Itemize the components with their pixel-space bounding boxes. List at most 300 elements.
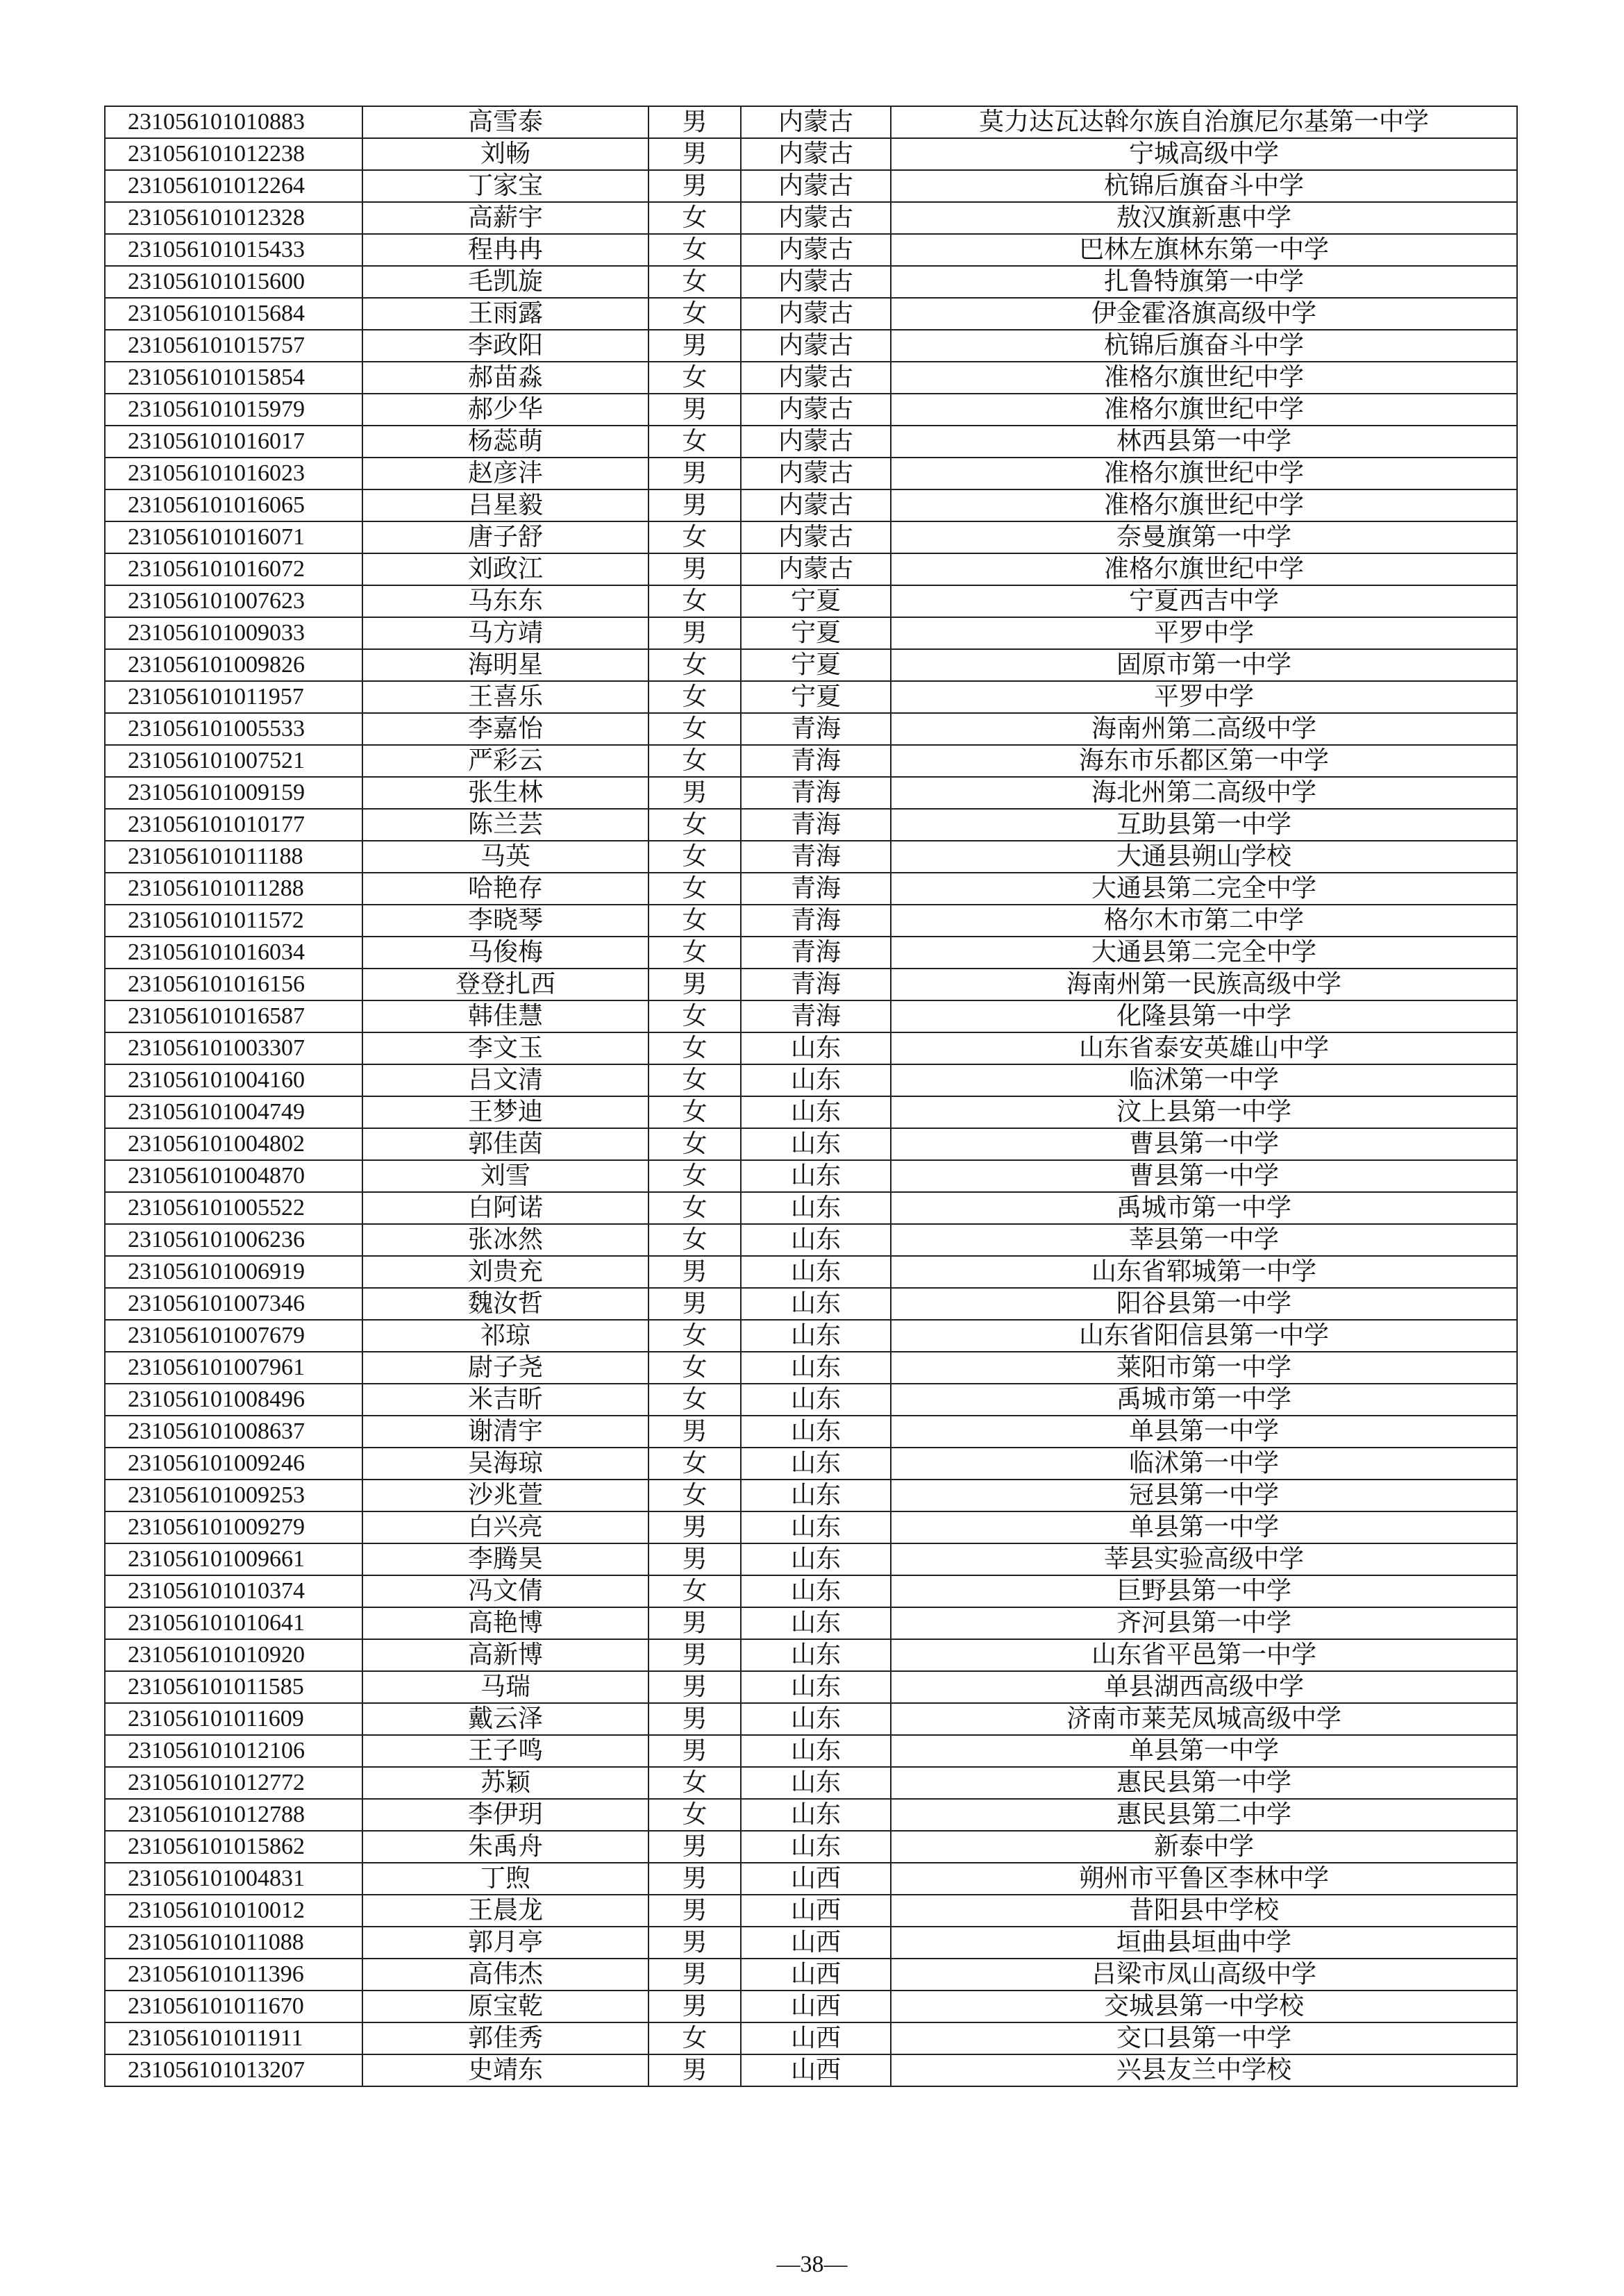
table-row	[105, 1352, 1517, 1384]
page-number: —38—	[776, 2252, 848, 2277]
student-id-cell: 231056101015600	[105, 266, 362, 298]
student-id-cell: 231056101010883	[105, 106, 362, 138]
school-cell: 准格尔旗世纪中学	[891, 394, 1517, 426]
table-row	[105, 1895, 1517, 1927]
school-cell: 兴县友兰中学校	[891, 2054, 1517, 2086]
province-cell: 青海	[741, 777, 891, 809]
province-cell: 青海	[741, 937, 891, 969]
name-cell: 高雪泰	[362, 106, 648, 138]
name-cell: 白阿诺	[362, 1192, 648, 1224]
province-cell: 山东	[741, 1543, 891, 1575]
student-id-cell: 231056101010177	[105, 809, 362, 841]
name-cell: 王梦迪	[362, 1096, 648, 1128]
table-row	[105, 1831, 1517, 1863]
table-row	[105, 937, 1517, 969]
name-cell: 祁琼	[362, 1320, 648, 1352]
table-row	[105, 969, 1517, 1000]
gender-cell: 男	[648, 1959, 741, 1991]
table-row	[105, 713, 1517, 745]
name-cell: 赵彦沣	[362, 458, 648, 489]
name-cell: 魏汝哲	[362, 1288, 648, 1320]
student-id-cell: 231056101011288	[105, 873, 362, 905]
table-row	[105, 106, 1517, 138]
table-row	[105, 489, 1517, 521]
student-id-cell: 231056101004802	[105, 1128, 362, 1160]
table-row	[105, 1671, 1517, 1703]
gender-cell: 男	[648, 1639, 741, 1671]
student-id-cell: 231056101004749	[105, 1096, 362, 1128]
name-cell: 刘雪	[362, 1160, 648, 1192]
name-cell: 陈兰芸	[362, 809, 648, 841]
province-cell: 山东	[741, 1032, 891, 1064]
school-cell: 大通县第二完全中学	[891, 937, 1517, 969]
student-id-cell: 231056101009033	[105, 617, 362, 649]
student-id-cell: 231056101004160	[105, 1064, 362, 1096]
gender-cell: 女	[648, 585, 741, 617]
student-id-cell: 231056101009253	[105, 1480, 362, 1511]
student-id-cell: 231056101004831	[105, 1863, 362, 1895]
gender-cell: 女	[648, 202, 741, 234]
province-cell: 山东	[741, 1703, 891, 1735]
province-cell: 内蒙古	[741, 106, 891, 138]
school-cell: 阳谷县第一中学	[891, 1288, 1517, 1320]
school-cell: 山东省平邑第一中学	[891, 1639, 1517, 1671]
student-id-cell: 231056101016065	[105, 489, 362, 521]
school-cell: 固原市第一中学	[891, 649, 1517, 681]
province-cell: 青海	[741, 745, 891, 777]
gender-cell: 女	[648, 362, 741, 394]
province-cell: 内蒙古	[741, 266, 891, 298]
school-cell: 莫力达瓦达斡尔族自治旗尼尔基第一中学	[891, 106, 1517, 138]
name-cell: 苏颖	[362, 1767, 648, 1799]
student-id-cell: 231056101011609	[105, 1703, 362, 1735]
school-cell: 海南州第一民族高级中学	[891, 969, 1517, 1000]
gender-cell: 男	[648, 1703, 741, 1735]
student-id-cell: 231056101016156	[105, 969, 362, 1000]
school-cell: 奈曼旗第一中学	[891, 521, 1517, 553]
name-cell: 高艳博	[362, 1607, 648, 1639]
school-cell: 准格尔旗世纪中学	[891, 553, 1517, 585]
gender-cell: 男	[648, 106, 741, 138]
province-cell: 山东	[741, 1288, 891, 1320]
school-cell: 化隆县第一中学	[891, 1000, 1517, 1032]
student-id-cell: 231056101008637	[105, 1416, 362, 1448]
table-row	[105, 553, 1517, 585]
table-row	[105, 1128, 1517, 1160]
school-cell: 宁城高级中学	[891, 138, 1517, 170]
province-cell: 宁夏	[741, 649, 891, 681]
province-cell: 山西	[741, 1895, 891, 1927]
province-cell: 山东	[741, 1128, 891, 1160]
student-id-cell: 231056101005522	[105, 1192, 362, 1224]
school-cell: 扎鲁特旗第一中学	[891, 266, 1517, 298]
school-cell: 敖汉旗新惠中学	[891, 202, 1517, 234]
province-cell: 山东	[741, 1416, 891, 1448]
student-id-cell: 231056101007623	[105, 585, 362, 617]
province-cell: 内蒙古	[741, 458, 891, 489]
gender-cell: 女	[648, 1352, 741, 1384]
province-cell: 山东	[741, 1735, 891, 1767]
name-cell: 严彩云	[362, 745, 648, 777]
school-cell: 交口县第一中学	[891, 2022, 1517, 2054]
table-row	[105, 777, 1517, 809]
school-cell: 新泰中学	[891, 1831, 1517, 1863]
student-id-cell: 231056101005533	[105, 713, 362, 745]
gender-cell: 男	[648, 969, 741, 1000]
table-row	[105, 138, 1517, 170]
name-cell: 马俊梅	[362, 937, 648, 969]
name-cell: 李腾昊	[362, 1543, 648, 1575]
table-row	[105, 1703, 1517, 1735]
province-cell: 内蒙古	[741, 553, 891, 585]
gender-cell: 女	[648, 1128, 741, 1160]
name-cell: 刘政江	[362, 553, 648, 585]
school-cell: 单县湖西高级中学	[891, 1671, 1517, 1703]
province-cell: 山东	[741, 1096, 891, 1128]
gender-cell: 女	[648, 1192, 741, 1224]
table-row	[105, 1320, 1517, 1352]
name-cell: 毛凯旋	[362, 266, 648, 298]
school-cell: 杭锦后旗奋斗中学	[891, 170, 1517, 202]
gender-cell: 女	[648, 1767, 741, 1799]
name-cell: 李政阳	[362, 330, 648, 362]
student-id-cell: 231056101012238	[105, 138, 362, 170]
table-row	[105, 873, 1517, 905]
school-cell: 昔阳县中学校	[891, 1895, 1517, 1927]
student-id-cell: 231056101016071	[105, 521, 362, 553]
school-cell: 惠民县第二中学	[891, 1799, 1517, 1831]
gender-cell: 男	[648, 777, 741, 809]
gender-cell: 女	[648, 1096, 741, 1128]
school-cell: 临沭第一中学	[891, 1064, 1517, 1096]
gender-cell: 男	[648, 1671, 741, 1703]
province-cell: 内蒙古	[741, 330, 891, 362]
school-cell: 伊金霍洛旗高级中学	[891, 298, 1517, 330]
name-cell: 丁煦	[362, 1863, 648, 1895]
table-row	[105, 1160, 1517, 1192]
table-row	[105, 362, 1517, 394]
student-id-cell: 231056101015684	[105, 298, 362, 330]
name-cell: 程冉冉	[362, 234, 648, 266]
table-row	[105, 2022, 1517, 2054]
province-cell: 山东	[741, 1575, 891, 1607]
province-cell: 山东	[741, 1160, 891, 1192]
name-cell: 刘贵充	[362, 1256, 648, 1288]
table-row	[105, 1384, 1517, 1416]
name-cell: 刘畅	[362, 138, 648, 170]
gender-cell: 女	[648, 809, 741, 841]
gender-cell: 男	[648, 1895, 741, 1927]
table-row	[105, 1959, 1517, 1991]
name-cell: 王晨龙	[362, 1895, 648, 1927]
student-id-cell: 231056101006919	[105, 1256, 362, 1288]
province-cell: 宁夏	[741, 617, 891, 649]
name-cell: 谢清宇	[362, 1416, 648, 1448]
roster-body	[105, 106, 1517, 2086]
name-cell: 高薪宇	[362, 202, 648, 234]
name-cell: 米吉昕	[362, 1384, 648, 1416]
student-id-cell: 231056101012264	[105, 170, 362, 202]
gender-cell: 男	[648, 458, 741, 489]
gender-cell: 女	[648, 1799, 741, 1831]
province-cell: 山西	[741, 1927, 891, 1959]
table-row	[105, 234, 1517, 266]
table-row	[105, 1543, 1517, 1575]
name-cell: 李嘉怡	[362, 713, 648, 745]
province-cell: 山东	[741, 1799, 891, 1831]
province-cell: 山西	[741, 2054, 891, 2086]
gender-cell: 男	[648, 1831, 741, 1863]
name-cell: 戴云泽	[362, 1703, 648, 1735]
gender-cell: 女	[648, 713, 741, 745]
gender-cell: 女	[648, 1384, 741, 1416]
table-row	[105, 1927, 1517, 1959]
student-id-cell: 231056101006236	[105, 1224, 362, 1256]
province-cell: 山东	[741, 1480, 891, 1511]
school-cell: 准格尔旗世纪中学	[891, 362, 1517, 394]
province-cell: 山西	[741, 1863, 891, 1895]
province-cell: 山东	[741, 1320, 891, 1352]
name-cell: 高新博	[362, 1639, 648, 1671]
student-id-cell: 231056101013207	[105, 2054, 362, 2086]
gender-cell: 男	[648, 138, 741, 170]
table-row	[105, 809, 1517, 841]
school-cell: 惠民县第一中学	[891, 1767, 1517, 1799]
province-cell: 内蒙古	[741, 521, 891, 553]
table-row	[105, 266, 1517, 298]
name-cell: 朱禹舟	[362, 1831, 648, 1863]
school-cell: 汶上县第一中学	[891, 1096, 1517, 1128]
student-id-cell: 231056101003307	[105, 1032, 362, 1064]
table-row	[105, 298, 1517, 330]
student-id-cell: 231056101010374	[105, 1575, 362, 1607]
school-cell: 朔州市平鲁区李林中学	[891, 1863, 1517, 1895]
student-id-cell: 231056101011396	[105, 1959, 362, 1991]
student-id-cell: 231056101012106	[105, 1735, 362, 1767]
gender-cell: 女	[648, 298, 741, 330]
gender-cell: 女	[648, 841, 741, 873]
gender-cell: 女	[648, 1032, 741, 1064]
name-cell: 登登扎西	[362, 969, 648, 1000]
gender-cell: 女	[648, 905, 741, 937]
gender-cell: 女	[648, 937, 741, 969]
school-cell: 互助县第一中学	[891, 809, 1517, 841]
table-row	[105, 1192, 1517, 1224]
province-cell: 青海	[741, 969, 891, 1000]
school-cell: 济南市莱芜凤城高级中学	[891, 1703, 1517, 1735]
student-id-cell: 231056101015433	[105, 234, 362, 266]
student-id-cell: 231056101011911	[105, 2022, 362, 2054]
table-row	[105, 330, 1517, 362]
table-row	[105, 1288, 1517, 1320]
name-cell: 高伟杰	[362, 1959, 648, 1991]
name-cell: 尉子尧	[362, 1352, 648, 1384]
name-cell: 杨蕊萌	[362, 426, 648, 458]
school-cell: 冠县第一中学	[891, 1480, 1517, 1511]
school-cell: 海北州第二高级中学	[891, 777, 1517, 809]
province-cell: 青海	[741, 873, 891, 905]
province-cell: 青海	[741, 841, 891, 873]
student-id-cell: 231056101011188	[105, 841, 362, 873]
student-id-cell: 231056101012772	[105, 1767, 362, 1799]
school-cell: 山东省阳信县第一中学	[891, 1320, 1517, 1352]
gender-cell: 男	[648, 1735, 741, 1767]
name-cell: 唐子舒	[362, 521, 648, 553]
school-cell: 大通县朔山学校	[891, 841, 1517, 873]
table-row	[105, 1735, 1517, 1767]
student-id-cell: 231056101015862	[105, 1831, 362, 1863]
table-row	[105, 1575, 1517, 1607]
province-cell: 宁夏	[741, 585, 891, 617]
gender-cell: 男	[648, 1288, 741, 1320]
name-cell: 郭佳茵	[362, 1128, 648, 1160]
name-cell: 哈艳存	[362, 873, 648, 905]
school-cell: 平罗中学	[891, 681, 1517, 713]
student-id-cell: 231056101011957	[105, 681, 362, 713]
student-id-cell: 231056101012328	[105, 202, 362, 234]
province-cell: 山东	[741, 1192, 891, 1224]
student-id-cell: 231056101012788	[105, 1799, 362, 1831]
name-cell: 王子鸣	[362, 1735, 648, 1767]
school-cell: 吕梁市凤山高级中学	[891, 1959, 1517, 1991]
name-cell: 李晓琴	[362, 905, 648, 937]
province-cell: 山东	[741, 1224, 891, 1256]
student-id-cell: 231056101015854	[105, 362, 362, 394]
name-cell: 李文玉	[362, 1032, 648, 1064]
student-id-cell: 231056101007961	[105, 1352, 362, 1384]
name-cell: 郭佳秀	[362, 2022, 648, 2054]
gender-cell: 男	[648, 1927, 741, 1959]
student-id-cell: 231056101010012	[105, 1895, 362, 1927]
name-cell: 韩佳慧	[362, 1000, 648, 1032]
province-cell: 内蒙古	[741, 362, 891, 394]
table-row	[105, 394, 1517, 426]
school-cell: 曹县第一中学	[891, 1128, 1517, 1160]
gender-cell: 男	[648, 1416, 741, 1448]
school-cell: 莘县第一中学	[891, 1224, 1517, 1256]
province-cell: 青海	[741, 905, 891, 937]
gender-cell: 女	[648, 266, 741, 298]
table-row	[105, 585, 1517, 617]
student-id-cell: 231056101009279	[105, 1511, 362, 1543]
province-cell: 内蒙古	[741, 489, 891, 521]
table-row	[105, 1607, 1517, 1639]
gender-cell: 女	[648, 649, 741, 681]
province-cell: 宁夏	[741, 681, 891, 713]
name-cell: 吕星毅	[362, 489, 648, 521]
gender-cell: 男	[648, 394, 741, 426]
table-row	[105, 1032, 1517, 1064]
table-row	[105, 1767, 1517, 1799]
gender-cell: 女	[648, 1575, 741, 1607]
school-cell: 山东省郓城第一中学	[891, 1256, 1517, 1288]
student-id-cell: 231056101016017	[105, 426, 362, 458]
school-cell: 大通县第二完全中学	[891, 873, 1517, 905]
school-cell: 林西县第一中学	[891, 426, 1517, 458]
table-row	[105, 1639, 1517, 1671]
student-id-cell: 231056101010641	[105, 1607, 362, 1639]
province-cell: 青海	[741, 1000, 891, 1032]
school-cell: 曹县第一中学	[891, 1160, 1517, 1192]
gender-cell: 男	[648, 2054, 741, 2086]
name-cell: 吕文清	[362, 1064, 648, 1096]
student-id-cell: 231056101009661	[105, 1543, 362, 1575]
province-cell: 内蒙古	[741, 298, 891, 330]
school-cell: 禹城市第一中学	[891, 1192, 1517, 1224]
school-cell: 齐河县第一中学	[891, 1607, 1517, 1639]
table-row	[105, 521, 1517, 553]
student-id-cell: 231056101016072	[105, 553, 362, 585]
student-id-cell: 231056101011670	[105, 1991, 362, 2022]
name-cell: 马英	[362, 841, 648, 873]
gender-cell: 男	[648, 489, 741, 521]
name-cell: 马方靖	[362, 617, 648, 649]
table-row	[105, 1256, 1517, 1288]
gender-cell: 男	[648, 1991, 741, 2022]
table-row	[105, 458, 1517, 489]
school-cell: 莱阳市第一中学	[891, 1352, 1517, 1384]
school-cell: 禹城市第一中学	[891, 1384, 1517, 1416]
gender-cell: 女	[648, 234, 741, 266]
name-cell: 沙兆萱	[362, 1480, 648, 1511]
province-cell: 内蒙古	[741, 170, 891, 202]
table-row	[105, 617, 1517, 649]
school-cell: 垣曲县垣曲中学	[891, 1927, 1517, 1959]
school-cell: 莘县实验高级中学	[891, 1543, 1517, 1575]
school-cell: 巴林左旗林东第一中学	[891, 234, 1517, 266]
table-row	[105, 1991, 1517, 2022]
gender-cell: 女	[648, 521, 741, 553]
gender-cell: 女	[648, 426, 741, 458]
province-cell: 内蒙古	[741, 394, 891, 426]
name-cell: 王雨露	[362, 298, 648, 330]
student-id-cell: 231056101011088	[105, 1927, 362, 1959]
student-id-cell: 231056101016587	[105, 1000, 362, 1032]
name-cell: 丁家宝	[362, 170, 648, 202]
gender-cell: 男	[648, 330, 741, 362]
table-row	[105, 1064, 1517, 1096]
school-cell: 临沭第一中学	[891, 1448, 1517, 1480]
province-cell: 内蒙古	[741, 426, 891, 458]
school-cell: 巨野县第一中学	[891, 1575, 1517, 1607]
gender-cell: 女	[648, 1448, 741, 1480]
school-cell: 海南州第二高级中学	[891, 713, 1517, 745]
table-row	[105, 1224, 1517, 1256]
gender-cell: 女	[648, 1064, 741, 1096]
province-cell: 山东	[741, 1767, 891, 1799]
name-cell: 郝少华	[362, 394, 648, 426]
name-cell: 海明星	[362, 649, 648, 681]
table-row	[105, 1000, 1517, 1032]
name-cell: 冯文倩	[362, 1575, 648, 1607]
name-cell: 张冰然	[362, 1224, 648, 1256]
student-id-cell: 231056101009246	[105, 1448, 362, 1480]
gender-cell: 男	[648, 553, 741, 585]
name-cell: 白兴亮	[362, 1511, 648, 1543]
table-row	[105, 426, 1517, 458]
province-cell: 青海	[741, 809, 891, 841]
gender-cell: 男	[648, 1543, 741, 1575]
gender-cell: 女	[648, 681, 741, 713]
student-id-cell: 231056101015979	[105, 394, 362, 426]
school-cell: 格尔木市第二中学	[891, 905, 1517, 937]
gender-cell: 女	[648, 1224, 741, 1256]
name-cell: 张生林	[362, 777, 648, 809]
school-cell: 杭锦后旗奋斗中学	[891, 330, 1517, 362]
gender-cell: 女	[648, 1480, 741, 1511]
student-id-cell: 231056101007521	[105, 745, 362, 777]
name-cell: 李伊玥	[362, 1799, 648, 1831]
